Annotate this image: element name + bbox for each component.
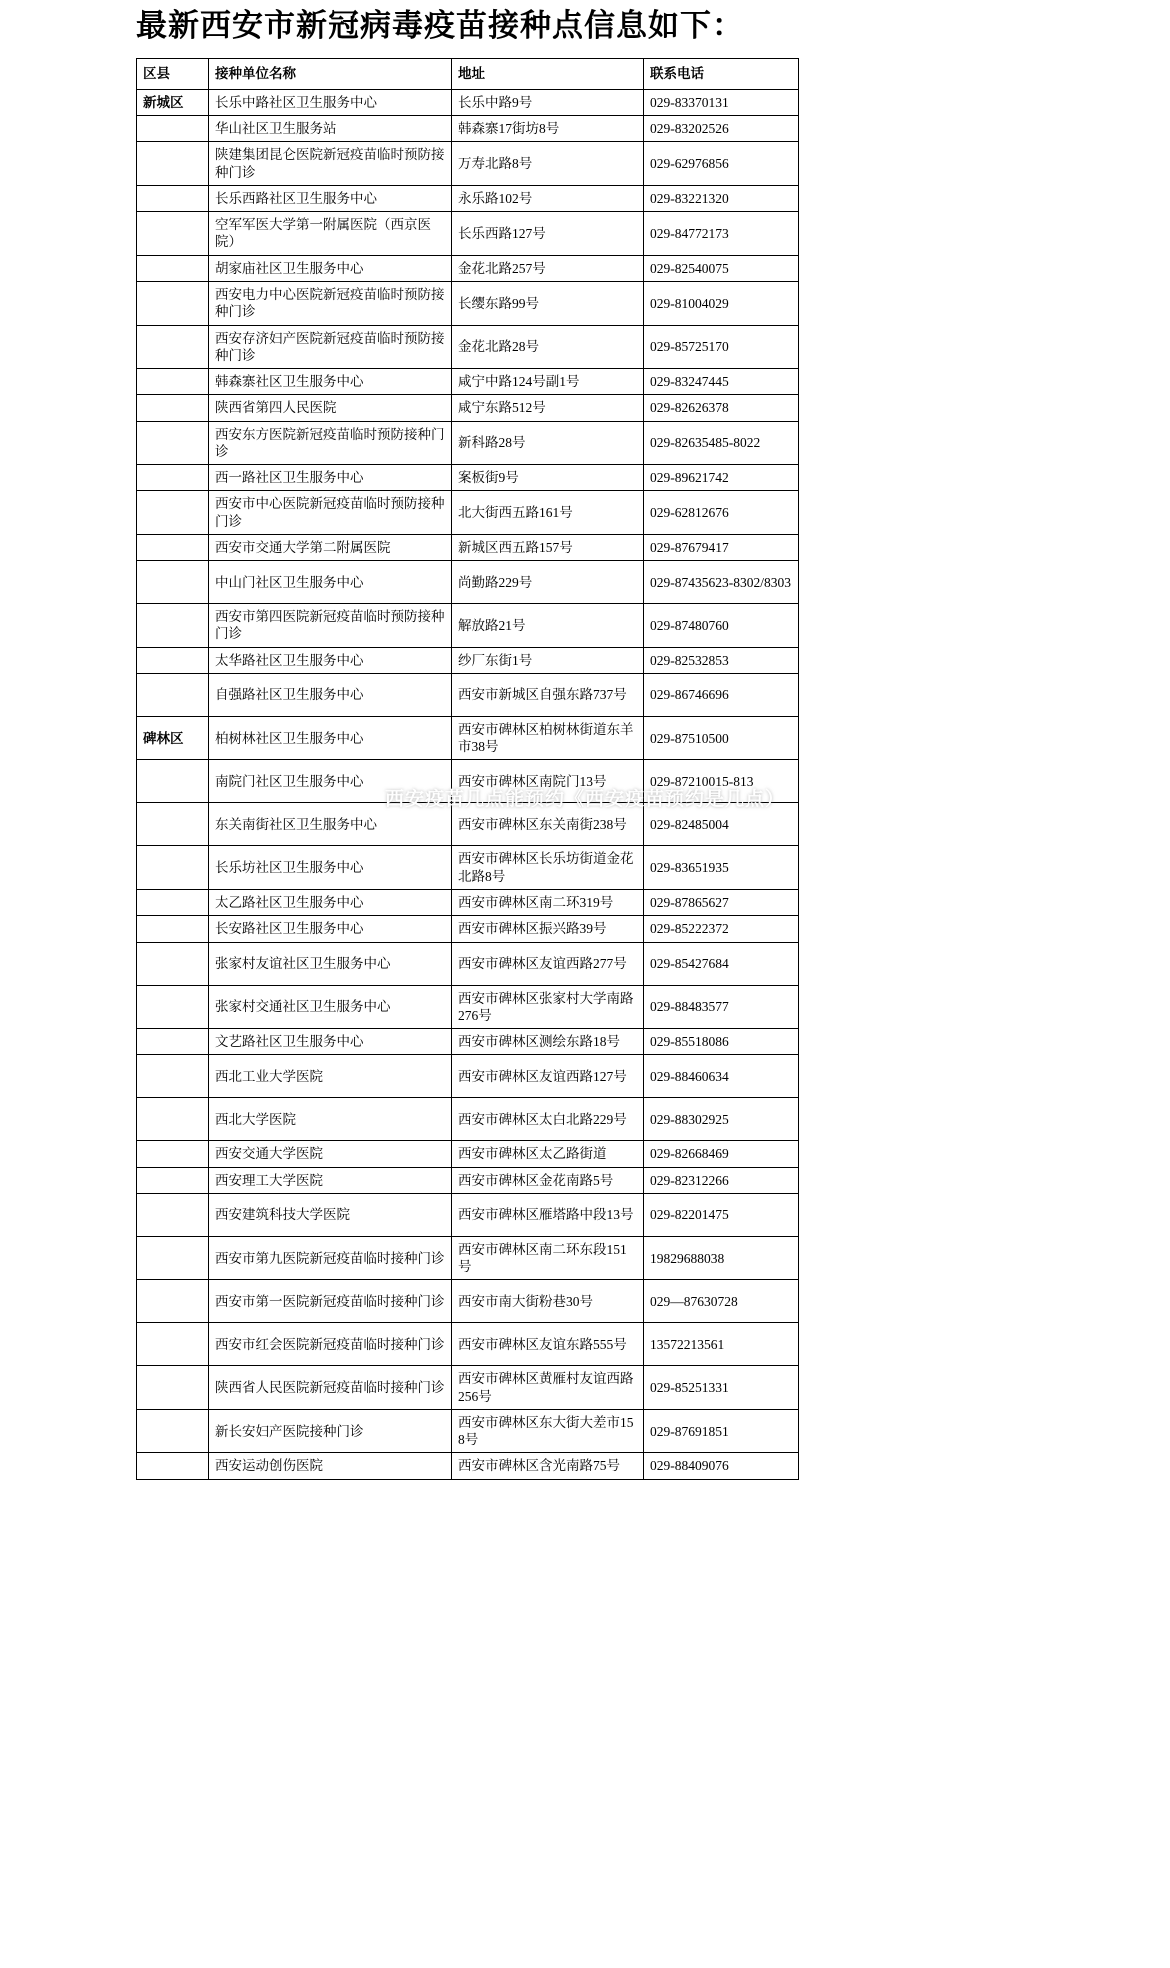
cell-unit-name: 柏树林社区卫生服务中心 xyxy=(209,716,452,760)
cell-phone: 029—87630728 xyxy=(644,1280,799,1323)
cell-district xyxy=(137,325,209,369)
cell-address: 金花北路257号 xyxy=(452,255,644,281)
cell-phone: 029-88460634 xyxy=(644,1055,799,1098)
cell-address: 西安市碑林区含光南路75号 xyxy=(452,1453,644,1479)
cell-phone: 029-83247445 xyxy=(644,369,799,395)
cell-phone: 029-87679417 xyxy=(644,534,799,560)
cell-address: 西安市碑林区南二环319号 xyxy=(452,890,644,916)
cell-phone: 029-82201475 xyxy=(644,1193,799,1236)
cell-unit-name: 太华路社区卫生服务中心 xyxy=(209,647,452,673)
cell-address: 咸宁东路512号 xyxy=(452,395,644,421)
cell-district xyxy=(137,212,209,256)
cell-address: 新科路28号 xyxy=(452,421,644,465)
cell-district xyxy=(137,890,209,916)
cell-district xyxy=(137,116,209,142)
cell-unit-name: 西安市第四医院新冠疫苗临时预防接种门诊 xyxy=(209,604,452,648)
cell-phone: 029-82635485-8022 xyxy=(644,421,799,465)
cell-unit-name: 胡家庙社区卫生服务中心 xyxy=(209,255,452,281)
cell-phone: 029-85427684 xyxy=(644,942,799,985)
cell-district xyxy=(137,1409,209,1453)
cell-unit-name: 太乙路社区卫生服务中心 xyxy=(209,890,452,916)
table-row xyxy=(137,142,799,186)
cell-phone: 029-62976856 xyxy=(644,142,799,186)
cell-address: 西安市碑林区南院门13号 xyxy=(452,760,644,803)
cell-phone: 029-88409076 xyxy=(644,1453,799,1479)
cell-unit-name: 西北工业大学医院 xyxy=(209,1055,452,1098)
cell-unit-name: 东关南街社区卫生服务中心 xyxy=(209,803,452,846)
cell-phone: 029-82532853 xyxy=(644,647,799,673)
table-row xyxy=(137,1323,799,1366)
vaccination-sites-table xyxy=(136,58,799,1480)
table-row xyxy=(137,325,799,369)
table-row xyxy=(137,255,799,281)
table-row xyxy=(137,890,799,916)
cell-district xyxy=(137,1098,209,1141)
cell-unit-name: 自强路社区卫生服务中心 xyxy=(209,673,452,716)
table-row xyxy=(137,491,799,535)
cell-phone: 029-85518086 xyxy=(644,1029,799,1055)
cell-address: 咸宁中路124号副1号 xyxy=(452,369,644,395)
cell-address: 新城区西五路157号 xyxy=(452,534,644,560)
table-row xyxy=(137,421,799,465)
cell-unit-name: 南院门社区卫生服务中心 xyxy=(209,760,452,803)
cell-unit-name: 西安市第一医院新冠疫苗临时接种门诊 xyxy=(209,1280,452,1323)
cell-unit-name: 西安交通大学医院 xyxy=(209,1141,452,1167)
cell-district xyxy=(137,760,209,803)
cell-unit-name: 西安理工大学医院 xyxy=(209,1167,452,1193)
cell-unit-name: 长乐坊社区卫生服务中心 xyxy=(209,846,452,890)
cell-district xyxy=(137,281,209,325)
cell-phone: 029-81004029 xyxy=(644,281,799,325)
cell-address: 案板街9号 xyxy=(452,465,644,491)
cell-district xyxy=(137,803,209,846)
cell-district xyxy=(137,185,209,211)
cell-district xyxy=(137,1453,209,1479)
cell-phone: 029-87865627 xyxy=(644,890,799,916)
table-row xyxy=(137,1453,799,1479)
cell-phone: 029-86746696 xyxy=(644,673,799,716)
cell-phone: 029-83202526 xyxy=(644,116,799,142)
cell-phone: 029-62812676 xyxy=(644,491,799,535)
table-row xyxy=(137,281,799,325)
cell-address: 西安市碑林区黄雁村友谊西路256号 xyxy=(452,1366,644,1410)
cell-district xyxy=(137,846,209,890)
cell-phone: 029-89621742 xyxy=(644,465,799,491)
cell-address: 长缨东路99号 xyxy=(452,281,644,325)
cell-address: 西安市碑林区东大街大差市158号 xyxy=(452,1409,644,1453)
cell-phone: 029-85251331 xyxy=(644,1366,799,1410)
cell-phone: 029-82668469 xyxy=(644,1141,799,1167)
table-row xyxy=(137,1193,799,1236)
cell-unit-name: 西安市红会医院新冠疫苗临时接种门诊 xyxy=(209,1323,452,1366)
cell-unit-name: 西安市第九医院新冠疫苗临时接种门诊 xyxy=(209,1236,452,1280)
cell-district xyxy=(137,604,209,648)
page-title: 最新西安市新冠病毒疫苗接种点信息如下： xyxy=(136,8,744,44)
table-row xyxy=(137,1167,799,1193)
cell-unit-name: 陕西省人民医院新冠疫苗临时接种门诊 xyxy=(209,1366,452,1410)
cell-address: 长乐西路127号 xyxy=(452,212,644,256)
cell-address: 万寿北路8号 xyxy=(452,142,644,186)
cell-district xyxy=(137,1055,209,1098)
cell-unit-name: 西安建筑科技大学医院 xyxy=(209,1193,452,1236)
cell-unit-name: 长乐中路社区卫生服务中心 xyxy=(209,89,452,115)
cell-address: 西安市碑林区友谊东路555号 xyxy=(452,1323,644,1366)
cell-district: 碑林区 xyxy=(137,716,209,760)
cell-district xyxy=(137,1280,209,1323)
column-header-address: 地址 xyxy=(452,58,644,89)
cell-unit-name: 长乐西路社区卫生服务中心 xyxy=(209,185,452,211)
cell-district xyxy=(137,1167,209,1193)
table-row xyxy=(137,1029,799,1055)
table-header-row xyxy=(137,58,799,89)
column-header-phone: 联系电话 xyxy=(644,58,799,89)
cell-district xyxy=(137,647,209,673)
cell-address: 西安市碑林区太乙路街道 xyxy=(452,1141,644,1167)
cell-address: 永乐路102号 xyxy=(452,185,644,211)
table-row xyxy=(137,942,799,985)
table-row xyxy=(137,369,799,395)
cell-phone: 029-87435623-8302/8303 xyxy=(644,561,799,604)
cell-district xyxy=(137,942,209,985)
table-row xyxy=(137,1055,799,1098)
table-row xyxy=(137,1098,799,1141)
cell-address: 西安市碑林区雁塔路中段13号 xyxy=(452,1193,644,1236)
cell-unit-name: 西一路社区卫生服务中心 xyxy=(209,465,452,491)
table-row xyxy=(137,1280,799,1323)
cell-address: 西安市碑林区东关南街238号 xyxy=(452,803,644,846)
cell-district xyxy=(137,916,209,942)
cell-unit-name: 西安运动创伤医院 xyxy=(209,1453,452,1479)
cell-district xyxy=(137,534,209,560)
table-row xyxy=(137,465,799,491)
cell-unit-name: 韩森寨社区卫生服务中心 xyxy=(209,369,452,395)
cell-unit-name: 张家村友谊社区卫生服务中心 xyxy=(209,942,452,985)
cell-district xyxy=(137,1366,209,1410)
cell-phone: 029-85725170 xyxy=(644,325,799,369)
watermark-text: 西安疫苗几点能预约《西安疫苗预约是几点） xyxy=(384,788,785,810)
cell-phone: 029-84772173 xyxy=(644,212,799,256)
cell-district xyxy=(137,1141,209,1167)
cell-phone: 029-82312266 xyxy=(644,1167,799,1193)
table-row xyxy=(137,916,799,942)
table-row xyxy=(137,116,799,142)
cell-unit-name: 陕建集团昆仑医院新冠疫苗临时预防接种门诊 xyxy=(209,142,452,186)
cell-unit-name: 西安市交通大学第二附属医院 xyxy=(209,534,452,560)
table-row xyxy=(137,673,799,716)
table-row xyxy=(137,1409,799,1453)
cell-address: 西安市碑林区南二环东段151号 xyxy=(452,1236,644,1280)
cell-address: 西安市碑林区柏树林街道东羊市38号 xyxy=(452,716,644,760)
cell-phone: 13572213561 xyxy=(644,1323,799,1366)
cell-address: 金花北路28号 xyxy=(452,325,644,369)
cell-phone: 029-87691851 xyxy=(644,1409,799,1453)
cell-district xyxy=(137,1029,209,1055)
cell-address: 西安市碑林区长乐坊街道金花北路8号 xyxy=(452,846,644,890)
table-row xyxy=(137,561,799,604)
cell-phone: 029-88302925 xyxy=(644,1098,799,1141)
cell-district xyxy=(137,421,209,465)
cell-unit-name: 张家村交通社区卫生服务中心 xyxy=(209,985,452,1029)
table-row xyxy=(137,716,799,760)
cell-district xyxy=(137,491,209,535)
cell-address: 解放路21号 xyxy=(452,604,644,648)
table-row xyxy=(137,604,799,648)
cell-address: 西安市碑林区张家村大学南路276号 xyxy=(452,985,644,1029)
cell-address: 西安市碑林区测绘东路18号 xyxy=(452,1029,644,1055)
cell-unit-name: 华山社区卫生服务站 xyxy=(209,116,452,142)
table-row xyxy=(137,1366,799,1410)
cell-district xyxy=(137,255,209,281)
cell-district xyxy=(137,142,209,186)
cell-phone: 029-82485004 xyxy=(644,803,799,846)
cell-address: 纱厂东街1号 xyxy=(452,647,644,673)
cell-address: 西安市碑林区振兴路39号 xyxy=(452,916,644,942)
cell-district xyxy=(137,1323,209,1366)
cell-district xyxy=(137,561,209,604)
cell-address: 尚勤路229号 xyxy=(452,561,644,604)
table-row xyxy=(137,185,799,211)
cell-address: 西安市碑林区金花南路5号 xyxy=(452,1167,644,1193)
cell-unit-name: 西北大学医院 xyxy=(209,1098,452,1141)
column-header-district: 区县 xyxy=(137,58,209,89)
cell-phone: 029-88483577 xyxy=(644,985,799,1029)
cell-phone: 029-83370131 xyxy=(644,89,799,115)
cell-unit-name: 新长安妇产医院接种门诊 xyxy=(209,1409,452,1453)
cell-address: 北大街西五路161号 xyxy=(452,491,644,535)
table-row xyxy=(137,395,799,421)
cell-phone: 029-87210015-813 xyxy=(644,760,799,803)
table-body xyxy=(137,89,799,1479)
cell-phone: 029-82626378 xyxy=(644,395,799,421)
cell-address: 西安市碑林区太白北路229号 xyxy=(452,1098,644,1141)
cell-address: 西安市碑林区友谊西路277号 xyxy=(452,942,644,985)
cell-district xyxy=(137,673,209,716)
cell-phone: 029-83221320 xyxy=(644,185,799,211)
cell-phone: 029-83651935 xyxy=(644,846,799,890)
cell-unit-name: 西安存济妇产医院新冠疫苗临时预防接种门诊 xyxy=(209,325,452,369)
table-row xyxy=(137,647,799,673)
cell-phone: 029-82540075 xyxy=(644,255,799,281)
table-row xyxy=(137,212,799,256)
cell-address: 西安市碑林区友谊西路127号 xyxy=(452,1055,644,1098)
cell-phone: 029-87480760 xyxy=(644,604,799,648)
cell-address: 长乐中路9号 xyxy=(452,89,644,115)
cell-address: 西安市新城区自强东路737号 xyxy=(452,673,644,716)
cell-district xyxy=(137,1236,209,1280)
cell-district xyxy=(137,985,209,1029)
table-row xyxy=(137,1236,799,1280)
table-row xyxy=(137,89,799,115)
table-row xyxy=(137,760,799,803)
cell-phone: 029-85222372 xyxy=(644,916,799,942)
cell-district xyxy=(137,1193,209,1236)
cell-address: 韩森寨17街坊8号 xyxy=(452,116,644,142)
cell-unit-name: 西安市中心医院新冠疫苗临时预防接种门诊 xyxy=(209,491,452,535)
table-row xyxy=(137,534,799,560)
cell-unit-name: 中山门社区卫生服务中心 xyxy=(209,561,452,604)
table-row xyxy=(137,803,799,846)
cell-address: 西安市南大街粉巷30号 xyxy=(452,1280,644,1323)
cell-phone: 029-87510500 xyxy=(644,716,799,760)
cell-phone: 19829688038 xyxy=(644,1236,799,1280)
cell-district: 新城区 xyxy=(137,89,209,115)
cell-unit-name: 空军军医大学第一附属医院（西京医院） xyxy=(209,212,452,256)
column-header-unit-name: 接种单位名称 xyxy=(209,58,452,89)
cell-unit-name: 西安东方医院新冠疫苗临时预防接种门诊 xyxy=(209,421,452,465)
cell-unit-name: 长安路社区卫生服务中心 xyxy=(209,916,452,942)
cell-unit-name: 文艺路社区卫生服务中心 xyxy=(209,1029,452,1055)
cell-district xyxy=(137,465,209,491)
cell-district xyxy=(137,369,209,395)
table-row xyxy=(137,985,799,1029)
cell-unit-name: 陕西省第四人民医院 xyxy=(209,395,452,421)
table-row xyxy=(137,1141,799,1167)
cell-unit-name: 西安电力中心医院新冠疫苗临时预防接种门诊 xyxy=(209,281,452,325)
cell-district xyxy=(137,395,209,421)
table-row xyxy=(137,846,799,890)
